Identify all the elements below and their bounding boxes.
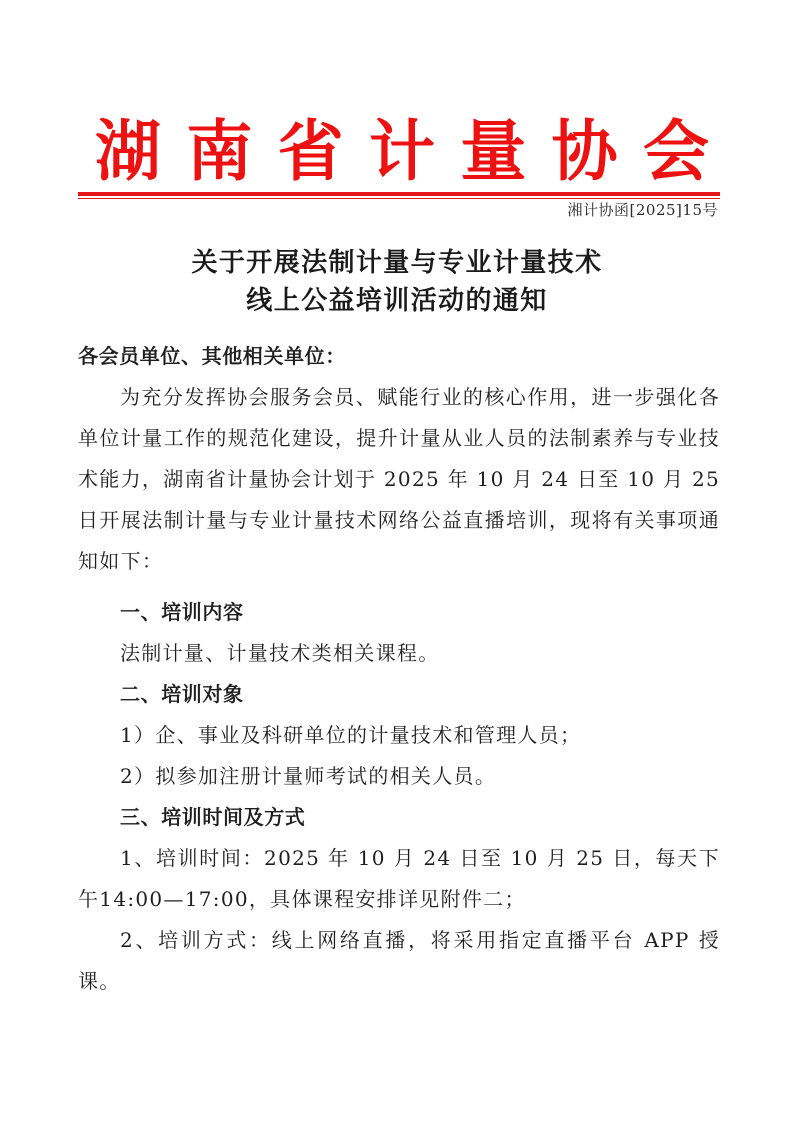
salutation: 各会员单位、其他相关单位： <box>78 344 346 368</box>
section-heading-content: 一、培训内容 <box>120 600 244 624</box>
masthead-char: 会 <box>642 113 709 190</box>
masthead-char: 南 <box>186 113 253 190</box>
masthead-char: 量 <box>460 113 527 190</box>
section-heading-audience: 二、培训对象 <box>120 682 244 706</box>
masthead-divider-thin <box>78 198 720 199</box>
document-title <box>0 244 794 320</box>
section-paragraph: 1）企、事业及科研单位的计量技术和管理人员； <box>120 723 582 747</box>
masthead-char: 协 <box>551 113 618 190</box>
section-paragraph: 2）拟参加注册计量师考试的相关人员。 <box>120 764 497 788</box>
title-line-2: 线上公益培训活动的通知 <box>246 286 548 316</box>
masthead-char: 计 <box>368 113 435 190</box>
masthead-char: 湖 <box>95 113 161 190</box>
document-number: 湘计协函[2025]15号 <box>567 201 718 219</box>
spacer <box>78 582 720 592</box>
masthead-divider-thick <box>78 192 720 196</box>
title-line-1: 关于开展法制计量与专业计量技术 <box>191 248 603 278</box>
section-heading-time-method: 三、培训时间及方式 <box>120 805 306 829</box>
document-body <box>78 336 720 1002</box>
masthead-organization-name <box>92 112 712 192</box>
section-paragraph: 2、培训方式：线上网络直播，将采用指定直播平台 APP 授课。 <box>78 928 720 993</box>
intro-paragraph: 为充分发挥协会服务会员、赋能行业的核心作用，进一步强化各单位计量工作的规范化建设，提升计量从业人员的法制素养与专业技术能力，湖南省计量协会计划于 2025 年 10 月 24 日至 10 月 25 日开展法制计量与专业计量技术网络公益直播培训，现将有关事项通知如下： <box>78 385 720 573</box>
section-paragraph: 1、培训时间：2025 年 10 月 24 日至 10 月 25 日，每天下午14:00—17:00，具体课程安排详见附件二； <box>78 846 720 911</box>
section-paragraph: 法制计量、计量技术类相关课程。 <box>120 641 440 665</box>
masthead-char: 省 <box>277 113 344 190</box>
